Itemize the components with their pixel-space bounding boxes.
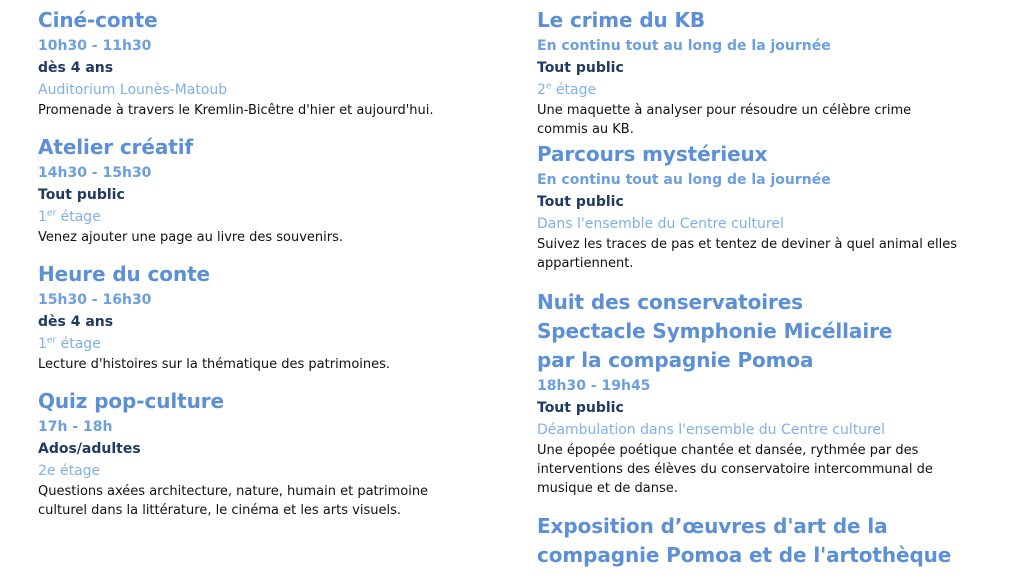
event-time: En continu tout au long de la journée <box>537 172 831 188</box>
left-column <box>38 6 498 520</box>
event-place: 2e étage <box>38 463 101 479</box>
event-description: Promenade à travers le Kremlin-Bicêtre d'hier et aujourd'hui. <box>38 103 434 118</box>
event-exposition <box>537 512 997 570</box>
event-title-line-2: Spectacle Symphonie Micéllaire <box>537 319 893 343</box>
event-place: Dans l'ensemble du Centre culturel <box>537 216 784 232</box>
event-description-line-2: appartiennent. <box>537 256 634 271</box>
event-time: 15h30 - 16h30 <box>38 292 152 308</box>
event-time: En continu tout au long de la journée <box>537 38 831 54</box>
event-description-line-3: musique et de danse. <box>537 481 678 496</box>
event-place: 1er étage <box>38 208 101 225</box>
event-title: Ciné-conte <box>38 8 158 32</box>
event-description-line-2: commis au KB. <box>537 122 634 137</box>
event-parcours-mysterieux <box>537 140 997 273</box>
event-title-line-1: Exposition d’œuvres d'art de la <box>537 514 888 538</box>
event-place: Auditorium Lounès-Matoub <box>38 82 228 98</box>
event-cine-conte <box>38 6 498 120</box>
event-title: Heure du conte <box>38 262 211 286</box>
event-title: Quiz pop-culture <box>38 389 224 413</box>
event-description-line-1: Une maquette à analyser pour résoudre un célèbre crime <box>537 103 912 118</box>
event-title: Parcours mystérieux <box>537 142 768 166</box>
event-audience: Tout public <box>537 194 624 210</box>
event-time: 10h30 - 11h30 <box>38 38 152 54</box>
event-title-line-3: par la compagnie Pomoa <box>537 348 814 372</box>
event-title: Le crime du KB <box>537 8 706 32</box>
event-title-line-2: compagnie Pomoa et de l'artothèque <box>537 543 952 567</box>
event-time: 18h30 - 19h45 <box>537 378 651 394</box>
event-nuit-des-conservatoires <box>537 288 997 498</box>
event-atelier-creatif <box>38 133 498 247</box>
event-description-line-1: Suivez les traces de pas et tentez de deviner à quel animal elles <box>537 237 958 252</box>
event-audience: dès 4 ans <box>38 314 114 330</box>
event-description: Lecture d'histoires sur la thématique des patrimoines. <box>38 357 391 372</box>
event-crime-du-kb <box>537 6 997 139</box>
event-place: 2e étage <box>537 81 597 98</box>
event-audience: Tout public <box>537 60 624 76</box>
event-time: 17h - 18h <box>38 419 113 435</box>
event-place: 1er étage <box>38 335 101 352</box>
event-title-line-1: Nuit des conservatoires <box>537 290 803 314</box>
event-description: Venez ajouter une page au livre des souvenirs. <box>38 230 343 245</box>
event-description-line-1: Questions axées architecture, nature, humain et patrimoine <box>38 484 429 499</box>
event-time: 14h30 - 15h30 <box>38 165 152 181</box>
event-description-line-2: culturel dans la littérature, le cinéma et les arts visuels. <box>38 503 401 518</box>
event-audience: dès 4 ans <box>38 60 114 76</box>
event-audience: Ados/adultes <box>38 441 141 457</box>
event-quiz-pop-culture <box>38 387 498 520</box>
event-audience: Tout public <box>537 400 624 416</box>
event-heure-du-conte <box>38 260 498 374</box>
event-place: Déambulation dans l'ensemble du Centre culturel <box>537 422 886 438</box>
right-column <box>537 6 997 570</box>
event-description-line-1: Une épopée poétique chantée et dansée, rythmée par des <box>537 443 919 458</box>
event-title: Atelier créatif <box>38 135 194 159</box>
event-audience: Tout public <box>38 187 125 203</box>
event-description-line-2: interventions des élèves du conservatoire intercommunal de <box>537 462 933 477</box>
